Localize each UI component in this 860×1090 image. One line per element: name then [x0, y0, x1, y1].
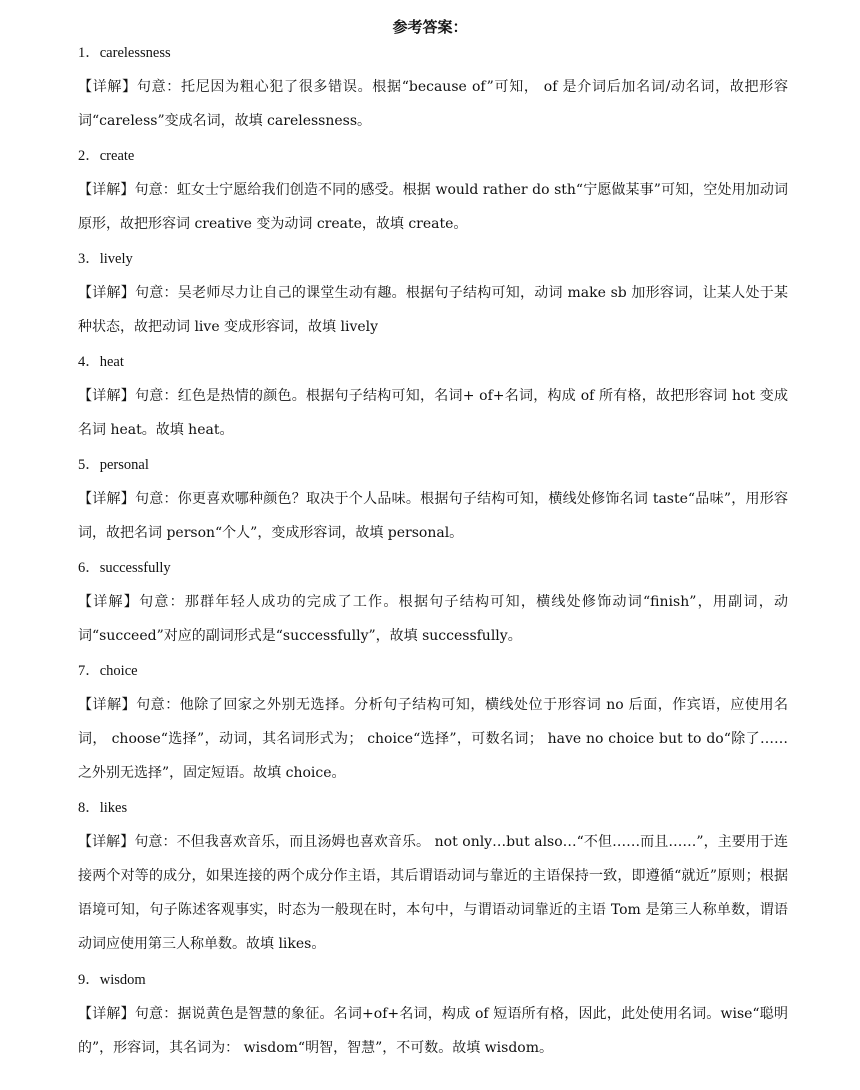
answer-line: 6．successfully	[78, 560, 171, 576]
explanation-text: 【详解】句意：他除了回家之外别无选择。分析句子结构可知，横线处位于形容词 no 后面，作宾语，应使用名词， choose“选择”，动词，其名词形式为； choice“选择”，可数名词； have no choice but to do“除了……之外别无选择”，固定短语。故填 choice。	[78, 697, 788, 781]
answer-line: 9．wisdom	[78, 972, 146, 988]
explanation-text: 【详解】句意：红色是热情的颜色。根据句子结构可知，名词+ of+名词，构成 of 所有格，故把形容词 hot 变成名词 heat。故填 heat。	[78, 388, 788, 438]
answer-item-1	[78, 36, 788, 138]
answer-item-3	[78, 242, 788, 344]
answer-line: 4．heat	[78, 354, 124, 370]
explanation-text: 【详解】句意：吴老师尽力让自己的课堂生动有趣。根据句子结构可知，动词 make sb 加形容词，让某人处于某种状态，故把动词 live 变成形容词，故填 lively	[78, 285, 788, 335]
answer-line: 1．carelessness	[78, 45, 171, 61]
answer-item-7	[78, 654, 788, 790]
explanation-text: 【详解】句意：不但我喜欢音乐，而且汤姆也喜欢音乐。 not only…but also…“不但……而且……”，主要用于连接两个对等的成分，如果连接的两个成分作主语，其后谓语动词与靠近的主语保持一致，即遵循“就近”原则；根据语境可知，句子陈述客观事实，时态为一般现在时，本句中，与谓语动词靠近的主语 Tom 是第三人称单数，谓语动词应使用第三人称单数。故填 likes。	[78, 834, 788, 952]
answer-line: 8．likes	[78, 800, 128, 816]
answer-line: 5．personal	[78, 457, 149, 473]
explanation-text: 【详解】句意：据说黄色是智慧的象征。名词+of+名词，构成 of 短语所有格，因此，此处使用名词。wise“聪明的”，形容词，其名词为： wisdom“明智，智慧”，不可数。故填 wisdom。	[78, 1006, 788, 1056]
answer-line: 7．choice	[78, 663, 138, 679]
answer-line: 2．create	[78, 148, 135, 164]
explanation-text: 【详解】句意：那群年轻人成功的完成了工作。根据句子结构可知，横线处修饰动词“finish”，用副词，动词“succeed”对应的副词形式是“successfully”，故填 successfully。	[78, 594, 788, 644]
answer-item-2	[78, 139, 788, 241]
answer-item-6	[78, 551, 788, 653]
explanation-text: 【详解】句意：虹女士宁愿给我们创造不同的感受。根据 would rather do sth“宁愿做某事”可知，空处用加动词原形，故把形容词 creative 变为动词 create，故填 create。	[78, 182, 788, 232]
explanation-text: 【详解】句意：托尼因为粗心犯了很多错误。根据“because of”可知， of 是介词后加名词/动名词，故把形容词“careless”变成名词，故填 carelessness。	[78, 79, 788, 129]
answer-line: 3．lively	[78, 251, 133, 267]
answer-item-9	[78, 963, 788, 1065]
answer-item-8	[78, 791, 788, 961]
answer-item-5	[78, 448, 788, 550]
page-title: 参考答案：	[392, 18, 468, 36]
explanation-text: 【详解】句意：你更喜欢哪种颜色？取决于个人品味。根据句子结构可知，横线处修饰名词 taste“品味”，用形容词，故把名词 person“个人”，变成形容词，故填 personal。	[78, 491, 788, 541]
answer-item-4	[78, 345, 788, 447]
